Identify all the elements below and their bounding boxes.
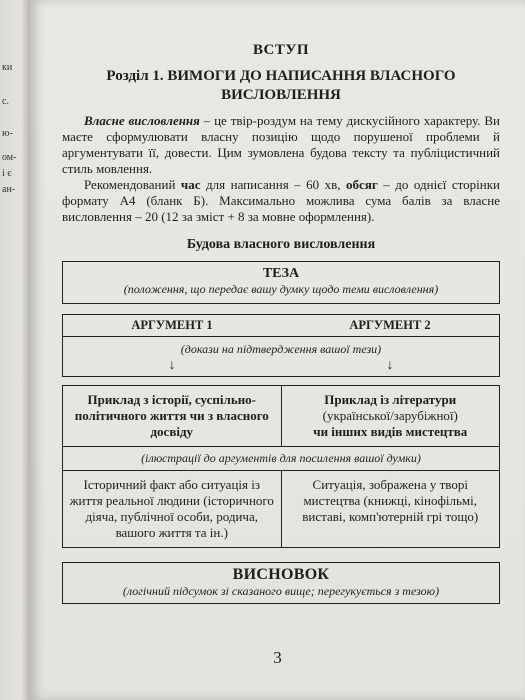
left-page-fragment: ан- [2,184,16,195]
page-title: ВСТУП [252,42,310,58]
definition-term: Власне висловлення [84,113,200,128]
examples-box [62,385,500,548]
examples-header-row [63,386,499,446]
conclusion-box [62,562,500,604]
left-page-fragment: с. [2,96,9,107]
left-page-fragment: ки [2,62,13,73]
req-text: для написання – 60 хв, [200,177,347,192]
structure-title: Будова власного висловлення [186,237,376,252]
argument-2-label: АРГУМЕНТ 2 [349,318,431,332]
req-volume-term: обсяг [346,177,378,192]
literature-example-body: Ситуація, зображена у творі мистецтва (книжці, кінофільмі, виставі, комп'ютерній грі тощо) [302,477,479,524]
argument-1-label: АРГУМЕНТ 1 [131,318,213,332]
page-number: 3 [273,648,282,667]
thesis-title: ТЕЗА [262,266,300,281]
history-example-body: Історичний факт або ситуація із життя реальної людини (історичного діяча, публічної особи, родича, вашого життя та ін.) [63,471,282,547]
conclusion-title: ВИСНОВОК [232,566,330,583]
arrow-down-icon: ↓ [168,358,176,373]
section-title: Розділ 1. ВИМОГИ ДО НАПИСАННЯ ВЛАСНОГО ВИСЛОВЛЕННЯ [106,68,456,103]
thesis-box [62,261,500,304]
arguments-note: (докази на підтвердження вашої тези) [180,342,382,356]
req-time-term: час [180,177,201,192]
arguments-arrows [63,360,499,376]
thesis-note: (положення, що передає вашу думку щодо теми висловлення) [123,282,439,296]
arguments-header [63,315,499,337]
history-example-header: Приклад з історії, суспільно-політичного життя чи з власного досвіду [63,386,282,446]
definition-text: – це твір-роздум на тему дискусійного характеру. Ви маєте сформулювати власну позицію щодо порушеної проблеми й аргументувати її, довести. Цим зумовлена будова тексту та публіцистичний стиль мовлення. [62,113,500,176]
book-page [30,0,525,700]
left-page-fragment: ом- [2,152,17,163]
page-content [62,30,500,604]
left-page-fragment: і є [2,168,12,179]
req-text: Рекомендований [84,177,181,192]
arguments-box [62,314,500,377]
req-text: – до однієї сторінки формату А4 (бланк Б). Максимально можлива сума балів за власне висловлення – 20 (12 за зміст + 8 за мовне оформлення). [62,177,500,224]
left-page-fragment: ю- [2,128,13,139]
examples-note: (ілюстрації до аргументів для посилення вашої думки) [63,446,499,471]
literature-example-header: Приклад із літератури (української/зарубіжної) чи інших видів мистецтва [313,392,468,439]
requirements-paragraph [62,177,500,225]
examples-body-row [63,471,499,547]
definition-paragraph [62,113,500,177]
conclusion-note: (логічний підсумок зі сказаного вище; перегукується з тезою) [122,584,440,598]
arrow-down-icon: ↓ [386,358,394,373]
adjacent-page-edge [0,0,30,700]
